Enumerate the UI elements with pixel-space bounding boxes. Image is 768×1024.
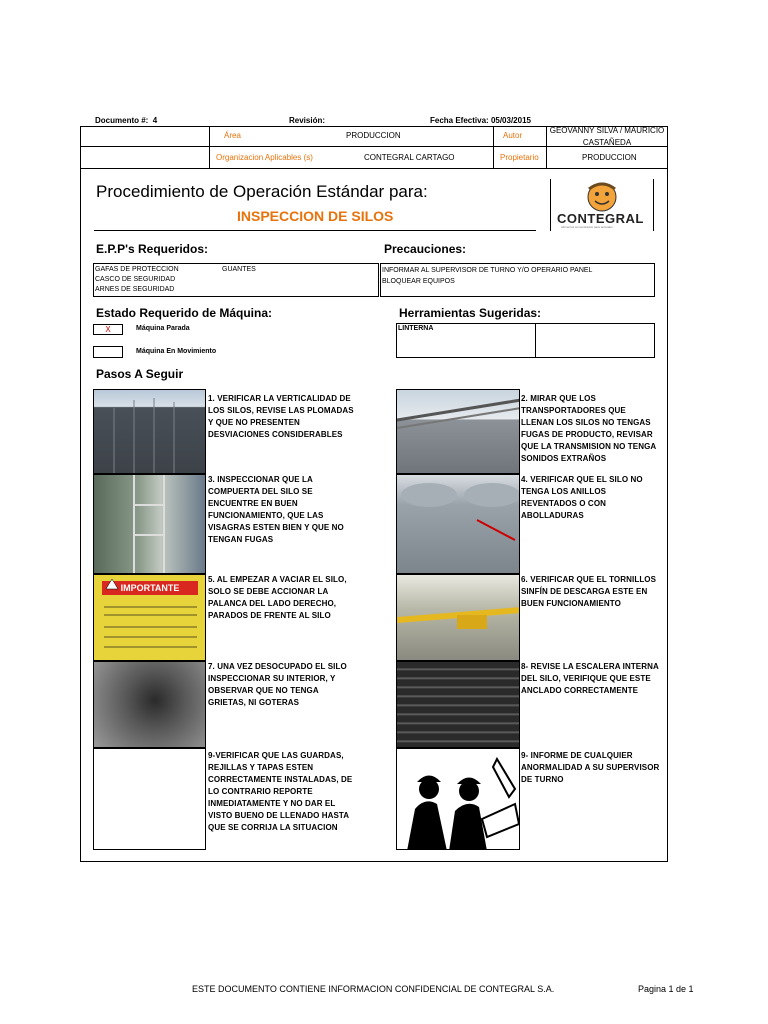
step-3-photo <box>93 474 206 574</box>
step-5-photo <box>93 574 206 661</box>
org-value: CONTEGRAL CARTAGO <box>364 153 455 162</box>
page-title: Procedimiento de Operación Estándar para: <box>96 182 428 201</box>
step-1-photo <box>93 389 206 474</box>
workers-illustration-icon <box>397 749 520 850</box>
contegral-logo <box>550 179 654 231</box>
autor-value: GEOVANNY SILVA / MAURICIO CASTAÑEDA <box>549 126 665 147</box>
epp-item: GUANTES <box>222 266 256 273</box>
epp-box <box>93 263 379 297</box>
confidential-notice: ESTE DOCUMENTO CONTIENE INFORMACION CONFIDENCIAL DE CONTEGRAL S.A. <box>192 984 555 994</box>
epp-item: CASCO DE SEGURIDAD <box>95 276 176 283</box>
logo-tagline: Alimentos concentrados para animales <box>561 225 613 229</box>
step-2-text: 2. MIRAR QUE LOS TRANSPORTADORES QUE LLENAN LOS SILOS NO TENGAS FUGAS DE PRODUCTO, REVISAR QUE LA TRANSMISION NO TENGA SONIDOS EXTRAÑOS <box>521 394 656 463</box>
step-7-photo <box>93 661 206 748</box>
epp-col1 <box>95 265 179 295</box>
step-9-photo-empty <box>93 748 206 850</box>
herramientas-heading: Herramientas Sugeridas: <box>399 306 542 320</box>
step-10-text: 9- INFORME DE CUALQUIER ANORMALIDAD A SU SUPERVISOR DE TURNO <box>521 751 660 784</box>
herramienta-item: LINTERNA <box>398 325 434 332</box>
precaucion-item: BLOQUEAR EQUIPOS <box>382 278 455 285</box>
step-10-photo <box>396 748 520 850</box>
step-7-text: 7. UNA VEZ DESOCUPADO EL SILO INSPECCIONAR SU INTERIOR, Y OBSERVAR QUE NO TENGA GRIETAS, NI GOTERAS <box>208 662 347 707</box>
important-sign: IMPORTANTE <box>102 581 198 595</box>
step-4-text: 4. VERIFICAR QUE EL SILO NO TENGA LOS ANILLOS REVENTADOS O CON ABOLLADURAS <box>521 475 643 520</box>
maquina-movimiento-label: Máquina En Movimiento <box>136 348 217 355</box>
maquina-parada-label: Máquina Parada <box>136 325 190 332</box>
precaucion-item: INFORMAR AL SUPERVISOR DE TURNO Y/O OPERARIO PANEL <box>382 267 593 274</box>
step-4-photo <box>396 474 520 574</box>
epp-item: ARNES DE SEGURIDAD <box>95 286 175 293</box>
maquina-parada-checkbox[interactable]: X <box>93 324 123 335</box>
effective-date: Fecha Efectiva: 05/03/2015 <box>430 116 531 125</box>
logo-text: CONTEGRAL <box>557 211 644 226</box>
step-8-photo <box>396 661 520 748</box>
step-6-text: 6. VERIFICAR QUE EL TORNILLOS SINFÍN DE DESCARGA ESTE EN BUEN FUNCIONAMIENTO <box>521 575 657 608</box>
herramientas-box <box>396 323 655 358</box>
step-5-text: 5. AL EMPEZAR A VACIAR EL SILO, SOLO SE DEBE ACCIONAR LA PALANCA DEL LADO DERECHO, PARADOS DE FRENTE AL SILO <box>208 575 347 620</box>
estado-heading: Estado Requerido de Máquina: <box>96 306 273 320</box>
doc-number-label: Documento #: 4 <box>95 116 158 125</box>
step-1-text: 1. VERIFICAR LA VERTICALIDAD DE LOS SILOS, REVISE LAS PLOMADAS Y QUE NO PRESENTEN DESVIACIONES CONSIDERABLES <box>208 394 354 439</box>
area-label: Área <box>224 131 241 140</box>
maquina-movimiento-checkbox[interactable] <box>93 346 123 358</box>
org-label: Organizacion Aplicables (s) <box>216 153 313 162</box>
precauciones-heading: Precauciones: <box>384 242 467 256</box>
step-3-text: 3. INSPECCIONAR QUE LA COMPUERTA DEL SILO SE ENCUENTRE EN BUEN FUNCIONAMIENTO, QUE LAS VISAGRAS ESTEN BIEN Y QUE NO TENGAN FUGAS <box>208 475 344 544</box>
procedure-subtitle: INSPECCION DE SILOS <box>237 208 394 224</box>
revision-label: Revisión: <box>289 116 326 125</box>
step-8-text: 8- REVISE LA ESCALERA INTERNA DEL SILO, VERIFIQUE QUE ESTE ANCLADO CORRECTAMENTE <box>521 662 659 695</box>
epp-col2 <box>222 265 256 275</box>
step-2-photo <box>396 389 520 474</box>
area-value: PRODUCCION <box>346 131 401 140</box>
precauciones-box <box>380 263 655 297</box>
epp-item: GAFAS DE PROTECCION <box>95 266 179 273</box>
step-6-photo <box>396 574 520 661</box>
epp-heading: E.P.P's Requeridos: <box>96 242 209 256</box>
step-9-text: 9-VERIFICAR QUE LAS GUARDAS, REJILLAS Y TAPAS ESTEN CORRECTAMENTE INSTALADAS, DE LO CONTRARIO REPORTE INMEDIATAMENTE Y NO DAR EL VISTO BUENO DE LLENADO HASTA QUE SE CORRIJA LA SITUACION <box>208 751 353 832</box>
owner-value: PRODUCCION <box>582 153 637 162</box>
pasos-heading: Pasos A Seguir <box>96 367 184 381</box>
page-number: Pagina 1 de 1 <box>638 984 694 994</box>
owner-label: Propietario <box>500 153 539 162</box>
autor-label: Autor <box>503 131 523 140</box>
